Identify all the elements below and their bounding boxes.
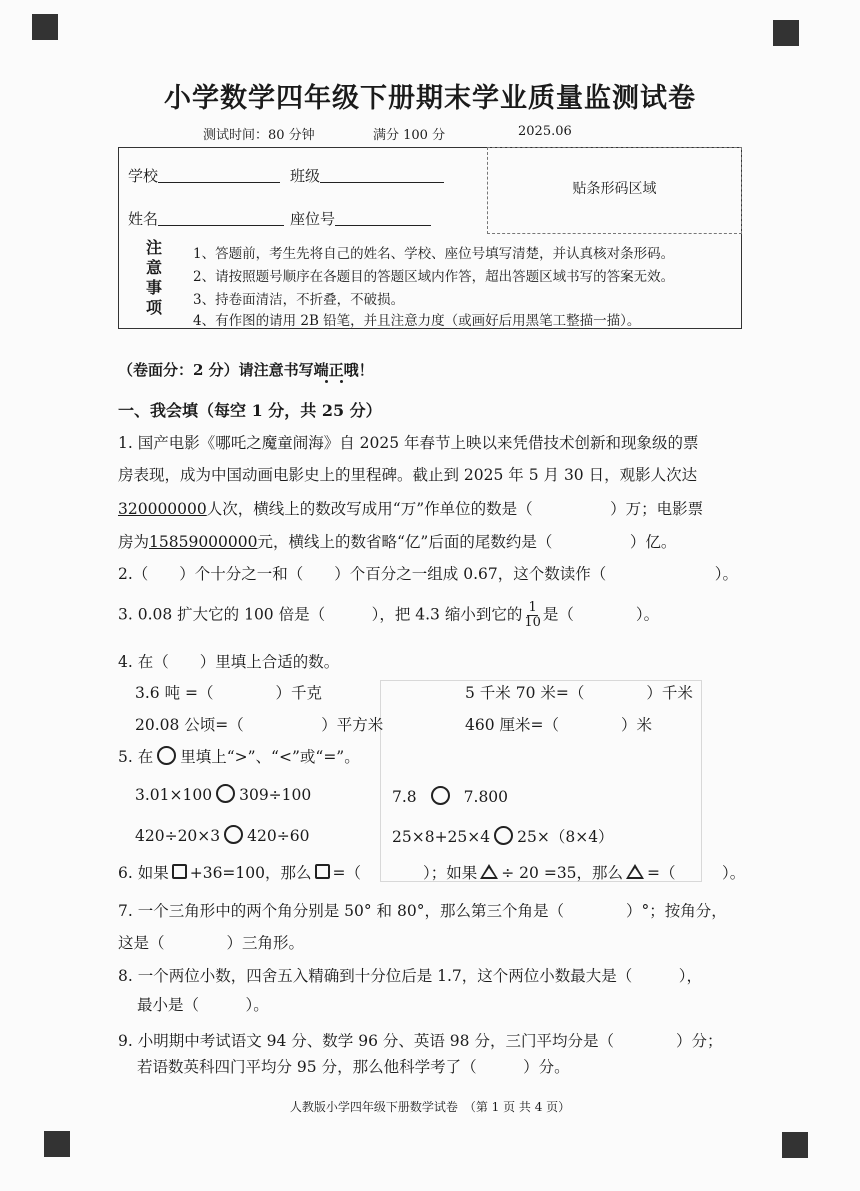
question-5-b [392, 786, 508, 806]
name-field[interactable] [128, 208, 284, 229]
question-5-c-right: 420÷60 [247, 827, 310, 845]
circle-icon [157, 746, 176, 765]
test-time: 测试时间：80 分钟 [203, 128, 315, 143]
square-icon [315, 864, 330, 879]
question-2: 2.（ ）个十分之一和（ ）个百分之一组成 0.67，这个数读作（ ）。 [118, 565, 738, 583]
box-office-number: 15859000000 [149, 533, 258, 551]
test-date: 2025.06 [518, 124, 572, 139]
question-5-b-right: 7.800 [463, 788, 509, 806]
answer-circle-icon[interactable] [224, 825, 243, 844]
emphasis-dot [325, 380, 328, 383]
notice-item: 3、持卷面清洁，不折叠，不破损。 [193, 292, 405, 308]
notice-char: 事 [145, 278, 162, 297]
paper-score-note: （卷面分：2 分）请注意书写端正哦！ [118, 361, 374, 379]
barcode-label: 贴条形码区域 [572, 181, 657, 197]
question-4-stem: 4. 在（ ）里填上合适的数。 [118, 653, 340, 671]
name-label: 姓名 [128, 210, 159, 228]
class-label: 班级 [290, 167, 321, 185]
question-1-line-4 [118, 530, 676, 552]
question-1-line-3-text: 人次，横线上的数改写成用“万”作单位的数是（ ）万；电影票 [206, 500, 704, 518]
seat-line [335, 210, 431, 226]
question-1-line-3 [118, 497, 703, 519]
question-6 [118, 861, 745, 883]
question-4-b: 5 千米 70 米=（ ）千米 [465, 684, 693, 702]
notice-char: 注 [145, 238, 162, 257]
question-6-p2: +36=100，那么 [189, 864, 312, 882]
seat-field[interactable] [290, 208, 431, 229]
notice-item: 2、请按照题号顺序在各题目的答题区域内作答，超出答题区域书写的答案无效。 [193, 269, 675, 285]
question-6-p4: ÷ 20 =35，那么 [501, 864, 624, 882]
question-5-d [392, 825, 614, 847]
answer-circle-icon[interactable] [216, 784, 235, 803]
question-5-d-left: 25×8+25×4 [392, 828, 491, 846]
page-footer: 人教版小学四年级下册数学试卷 （第 1 页 共 4 页） [289, 1100, 571, 1114]
question-9-line-2: 若语数英科四门平均分 95 分，那么他科学考了（ ）分。 [137, 1058, 570, 1076]
square-icon [172, 864, 187, 879]
full-score: 满分 100 分 [373, 128, 446, 143]
audience-number: 320000000 [118, 500, 207, 518]
question-4-c: 20.08 公顷=（ ）平方米 [135, 716, 384, 734]
fraction-denominator: 10 [524, 615, 541, 630]
answer-circle-icon[interactable] [431, 786, 450, 805]
seat-label: 座位号 [290, 210, 336, 228]
question-5-a-right: 309÷100 [239, 786, 312, 804]
answer-circle-icon[interactable] [494, 826, 513, 845]
question-5-post: 里填上“>”、“<”或“=”。 [180, 748, 360, 766]
registration-mark-bottom-right [782, 1132, 808, 1158]
fraction-one-tenth [524, 601, 541, 630]
section-1-heading: 一、我会填（每空 1 分，共 25 分） [118, 401, 382, 420]
school-field[interactable] [128, 165, 280, 186]
question-3-pre: 3. 0.08 扩大它的 100 倍是（ ），把 4.3 缩小到它的 [118, 605, 523, 624]
question-5-stem [118, 745, 360, 767]
barcode-area [487, 147, 742, 234]
question-5-c-left: 420÷20×3 [135, 827, 221, 845]
registration-mark-top-right [773, 20, 799, 46]
question-6-p3: =（ ）；如果 [332, 864, 478, 882]
emphasis-dot [340, 380, 343, 383]
registration-mark-bottom-left [44, 1131, 70, 1157]
school-label: 学校 [128, 167, 159, 185]
question-9-line-1: 9. 小明期中考试语文 94 分、数学 96 分、英语 98 分，三门平均分是（ ）分； [118, 1032, 723, 1050]
question-3-post: 是（ ）。 [542, 605, 660, 624]
question-7-line-2: 这是（ ）三角形。 [118, 934, 305, 952]
question-1-line-4-text: 元，横线上的数省略“亿”后面的尾数约是（ ）亿。 [257, 533, 677, 551]
question-5-c [135, 825, 309, 845]
question-1-line-2: 房表现，成为中国动画电影史上的里程碑。截止到 2025 年 5 月 30 日，观影人次达 [118, 466, 698, 484]
notice-char: 项 [145, 298, 162, 317]
question-6-p1: 6. 如果 [118, 864, 169, 882]
class-line [320, 167, 444, 183]
question-4-d: 460 厘米=（ ）米 [465, 716, 652, 734]
triangle-icon [480, 864, 498, 879]
question-1-line-1: 1. 国产电影《哪吒之魔童闹海》自 2025 年春节上映以来凭借技术创新和现象级的票 [118, 434, 699, 452]
question-5-a [135, 784, 311, 804]
question-6-p5: =（ ）。 [647, 864, 746, 882]
question-5-pre: 5. 在 [118, 748, 154, 766]
class-field[interactable] [290, 165, 444, 186]
name-line [158, 210, 284, 226]
triangle-icon [626, 864, 644, 879]
school-line [158, 167, 280, 183]
question-5-d-right: 25×（8×4） [517, 828, 614, 846]
show-through-artifact [380, 680, 702, 882]
question-4-a: 3.6 吨 =（ ）千克 [135, 684, 322, 702]
question-5-a-left: 3.01×100 [135, 786, 213, 804]
notice-item: 1、答题前，考生先将自己的姓名、学校、座位号填写清楚，并认真核对条形码。 [193, 246, 675, 262]
question-7-line-1: 7. 一个三角形中的两个角分别是 50° 和 80°，那么第三个角是（ ）°；按角分， [118, 902, 727, 920]
page-title: 小学数学四年级下册期末学业质量监测试卷 [164, 83, 696, 114]
notice-heading [140, 238, 168, 318]
notice-char: 意 [145, 258, 162, 277]
registration-mark-top-left [32, 14, 58, 40]
notice-item: 4、有作图的请用 2B 铅笔，并且注意力度（或画好后用黑笔工整描一描）。 [193, 313, 641, 329]
question-1-line-4-prefix: 房为 [118, 533, 150, 551]
fraction-numerator: 1 [528, 600, 537, 615]
question-8-line-1: 8. 一个两位小数，四舍五入精确到十分位后是 1.7，这个两位小数最大是（ ）， [118, 967, 703, 985]
question-5-b-left: 7.8 [392, 788, 417, 806]
question-3 [118, 601, 659, 630]
question-8-line-2: 最小是（ ）。 [137, 996, 269, 1014]
